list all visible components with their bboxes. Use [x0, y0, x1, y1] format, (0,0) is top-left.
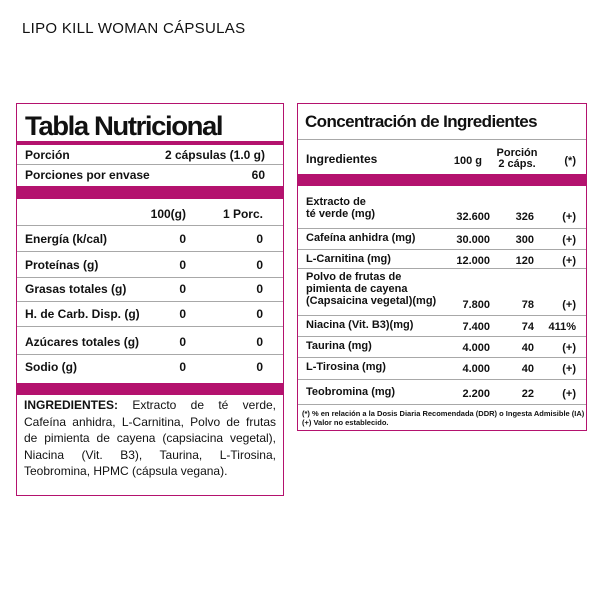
portions-value: 60 — [251, 168, 265, 182]
ingredient-value-100g: 12.000 — [456, 255, 490, 267]
divider — [17, 354, 283, 355]
ingredient-value-100g: 32.600 — [456, 211, 490, 223]
ingredient-name-line: pimienta de cayena — [306, 283, 408, 295]
nutrient-value-portion: 0 — [256, 335, 263, 349]
col-100g-header: 100(g) — [150, 207, 186, 221]
divider — [17, 326, 283, 327]
ingredient-value-portion: 78 — [521, 299, 534, 311]
nutrition-table — [16, 103, 284, 496]
ingredient-name-line: Extracto de — [306, 196, 366, 208]
ingredient-ddr: (+) — [562, 255, 576, 267]
divider — [298, 249, 586, 250]
ingredient-ddr: (+) — [562, 342, 576, 354]
ingredient-name-line: (Capsaicina vegetal)(mg) — [306, 295, 437, 307]
divider — [298, 336, 586, 337]
ingredient-name-line: L-Tirosina (mg) — [306, 361, 386, 373]
ingredient-value-100g: 30.000 — [456, 234, 490, 246]
ingredient-name — [306, 196, 375, 220]
ingredient-name-line: Cafeína anhidra (mg) — [306, 232, 416, 244]
divider — [17, 301, 283, 302]
ingredient-value-100g: 7.800 — [462, 299, 490, 311]
col-portion-header: 1 Porc. — [222, 207, 263, 221]
portions-label: Porciones por envase — [25, 168, 150, 182]
ingredient-name-line: Niacina (Vit. B3)(mg) — [306, 319, 414, 331]
ingredient-value-100g: 7.400 — [462, 321, 490, 333]
divider — [298, 228, 586, 229]
divider — [17, 251, 283, 252]
col-portion-line2: 2 cáps. — [498, 158, 536, 170]
divider — [298, 139, 586, 140]
footnote-ddr: (*) % en relación a la Dosis Diaria Recomendada (DDR) o Ingesta Admisible (IA) — [302, 409, 585, 418]
ingredients-text — [24, 397, 276, 480]
divider — [298, 357, 586, 358]
col-portion-line1: Porción — [496, 147, 538, 159]
divider — [17, 186, 283, 199]
ingredient-ddr: 411% — [548, 321, 576, 333]
ingredient-ddr: (+) — [562, 234, 576, 246]
divider — [17, 383, 283, 395]
ingredient-name — [306, 253, 391, 265]
nutrient-label: Sodio (g) — [25, 360, 77, 374]
ingredient-name — [306, 319, 413, 331]
ingredient-ddr: (+) — [562, 211, 576, 223]
ingredient-name-line: té verde (mg) — [306, 208, 376, 220]
col-ddr-header: (*) — [564, 155, 576, 167]
footnotes — [302, 409, 586, 427]
nutrient-value-100g: 0 — [179, 360, 186, 374]
concentration-title: Concentración de Ingredientes — [305, 112, 537, 131]
col-portion-header — [495, 148, 539, 170]
nutrient-value-portion: 0 — [256, 232, 263, 246]
ingredient-value-portion: 120 — [515, 255, 534, 267]
ingredient-value-100g: 4.000 — [462, 363, 490, 375]
ingredient-value-100g: 2.200 — [462, 388, 490, 400]
ingredient-value-portion: 40 — [521, 342, 534, 354]
divider — [298, 268, 586, 269]
ingredients-body: Extracto de té verde, Cafeína anhidra, L-Carnitina, Polvo de frutas de pimienta de cayena (capsiacina vegetal), Niacina (Vit. B3), Taurina, L-Tirosina, Teobromina, HPMC (cápsula vegana). — [24, 398, 276, 478]
nutrient-value-portion: 0 — [256, 258, 263, 272]
divider — [17, 225, 283, 226]
col-100g-header: 100 g — [453, 155, 482, 167]
ingredient-value-portion: 326 — [515, 211, 534, 223]
ingredients-heading: INGREDIENTES: — [24, 398, 119, 412]
divider — [298, 379, 586, 380]
ingredient-value-portion: 22 — [521, 388, 534, 400]
ingredient-ddr: (+) — [562, 299, 576, 311]
nutrient-value-100g: 0 — [179, 232, 186, 246]
nutrient-value-100g: 0 — [179, 335, 186, 349]
ingredient-value-portion: 74 — [521, 321, 534, 333]
divider — [298, 174, 586, 186]
col-ingredient-header: Ingredientes — [306, 152, 378, 166]
divider — [298, 315, 586, 316]
page-title: LIPO KILL WOMAN CÁPSULAS — [22, 20, 246, 37]
ingredient-value-portion: 300 — [515, 234, 534, 246]
ingredient-name-line: Teobromina (mg) — [306, 386, 396, 398]
ingredient-ddr: (+) — [562, 388, 576, 400]
ingredient-name — [306, 340, 372, 352]
footnote-not-established: (+) Valor no establecido. — [302, 418, 389, 427]
nutrient-value-100g: 0 — [179, 307, 186, 321]
divider — [298, 404, 586, 405]
ingredient-name — [306, 271, 436, 307]
nutrient-value-portion: 0 — [256, 360, 263, 374]
nutrient-value-portion: 0 — [256, 282, 263, 296]
divider — [17, 164, 283, 165]
ingredient-ddr: (+) — [562, 363, 576, 375]
nutrient-label: H. de Carb. Disp. (g) — [25, 307, 140, 321]
nutrient-label: Proteínas (g) — [25, 258, 99, 272]
ingredient-value-100g: 4.000 — [462, 342, 490, 354]
portion-label: Porción — [25, 148, 70, 162]
nutrient-label: Grasas totales (g) — [25, 282, 127, 296]
ingredient-name — [306, 361, 386, 373]
divider — [17, 141, 283, 145]
nutrient-value-100g: 0 — [179, 282, 186, 296]
nutrient-value-100g: 0 — [179, 258, 186, 272]
divider — [17, 277, 283, 278]
ingredient-name-line: Taurina (mg) — [306, 340, 372, 352]
ingredient-value-portion: 40 — [521, 363, 534, 375]
nutrition-title: Tabla Nutricional — [25, 111, 223, 141]
portion-value: 2 cápsulas (1.0 g) — [164, 148, 265, 162]
nutrient-value-portion: 0 — [256, 307, 263, 321]
ingredient-name — [306, 232, 415, 244]
nutrient-label: Energía (k/cal) — [25, 232, 108, 246]
concentration-table — [297, 103, 587, 431]
ingredient-name-line: Polvo de frutas de — [306, 271, 402, 283]
ingredient-name-line: L-Carnitina (mg) — [306, 253, 391, 265]
nutrient-label: Azúcares totales (g) — [25, 335, 140, 349]
ingredient-name — [306, 386, 395, 398]
